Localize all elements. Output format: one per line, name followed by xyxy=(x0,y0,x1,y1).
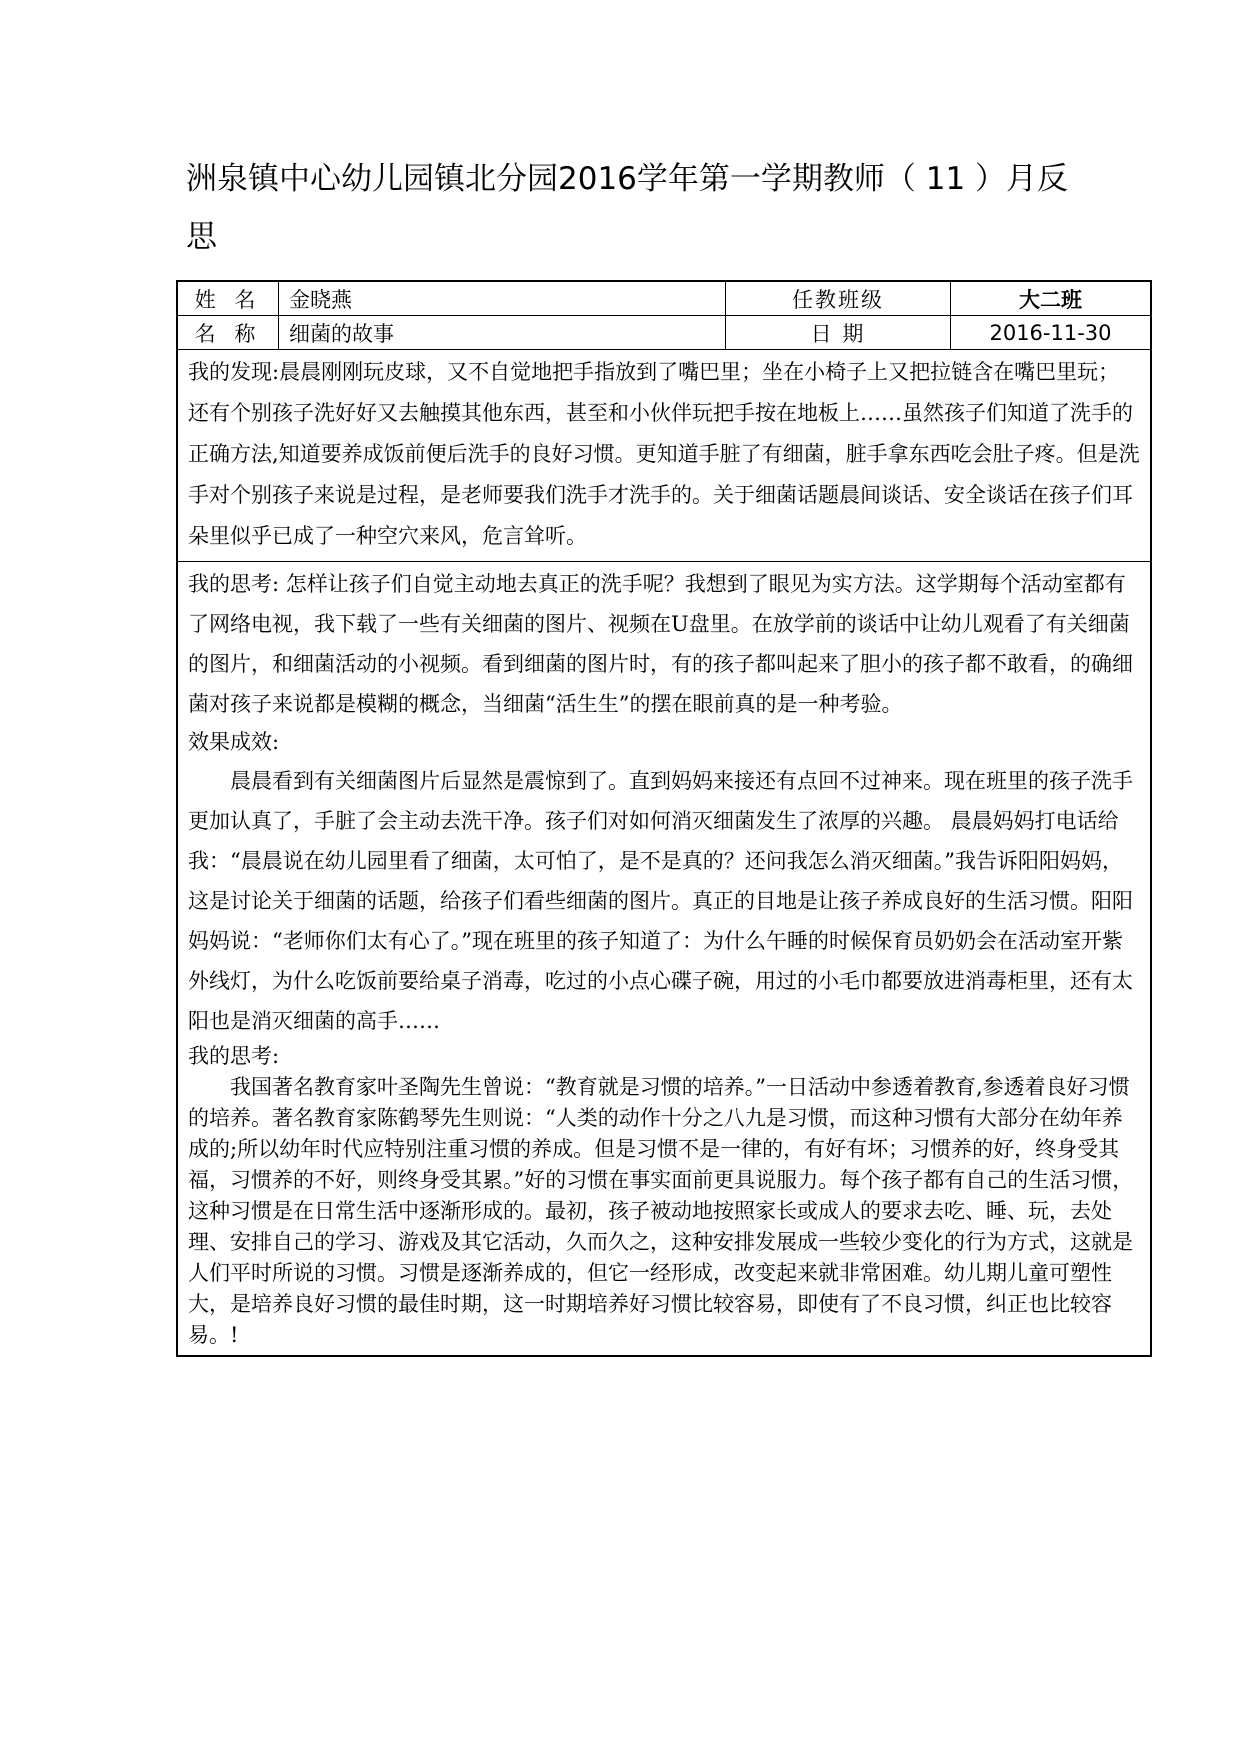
info-row-topic xyxy=(178,316,1150,350)
name-value: 金晓燕 xyxy=(279,282,726,315)
discovery-text: 我的发现:晨晨刚刚玩皮球，又不自觉地把手指放到了嘴巴里；坐在小椅子上又把拉链含在嘴巴里玩；还有个别孩子洗好好又去触摸其他东西，甚至和小伙伴玩把手按在地板上……虽然孩子们知道了洗手的正确方法,知道要养成饭前便后洗手的良好习惯。更知道手脏了有细菌，脏手拿东西吃会肚子疼。但是洗手对个别孩子来说是过程，是老师要我们洗手才洗手的。关于细菌话题晨间谈话、安全谈话在孩子们耳朵里似乎已成了一种空穴来风，危言耸听。 xyxy=(188,360,1140,548)
date-value: 2016-11-30 xyxy=(989,320,1112,345)
thinking2-text: 我国著名教育家叶圣陶先生曾说：“教育就是习惯的培养。”一日活动中参透着教育,参透着良好习惯的培养。著名教育家陈鹤琴先生则说：“人类的动作十分之八九是习惯，而这种习惯有大部分在幼年养成的;所以幼年时代应特别注重习惯的养成。但是习惯不是一律的，有好有坏；习惯养的好，终身受其福，习惯养的不好，则终身受其累。”好的习惯在事实面前更具说服力。每个孩子都有自己的生活习惯，这种习惯是在日常生活中逐渐形成的。最初，孩子被动地按照家长或成人的要求去吃、睡、玩，去处理、安排自己的学习、游戏及其它活动，久而久之，这种安排发展成一些较少变化的行为方式，这就是人们平时所说的习惯。习惯是逐渐养成的，但它一经形成，改变起来就非常困难。幼儿期儿童可塑性大，是培养良好习惯的最佳时期，这一时期培养好习惯比较容易，即使有了不良习惯，纠正也比较容易。! xyxy=(188,1075,1134,1347)
topic-value: 细菌的故事 xyxy=(279,316,726,349)
date-label: 日 期 xyxy=(726,316,951,349)
effect-text: 晨晨看到有关细菌图片后显然是震惊到了。直到妈妈来接还有点回不过神来。现在班里的孩子洗手更加认真了，手脏了会主动去洗干净。孩子们对如何消灭细菌发生了浓厚的兴趣。 晨晨妈妈打电话给我：“晨晨说在幼儿园里看了细菌，太可怕了，是不是真的？还问我怎么消灭细菌。”我告诉阳阳妈妈，这是讨论关于细菌的话题，给孩子们看些细菌的图片。真正的目地是让孩子养成良好的生活习惯。阳阳妈妈说：“老师你们太有心了。”现在班里的孩子知道了：为什么午睡的时候保育员奶奶会在活动室开紫外线灯，为什么吃饭前要给桌子消毒，吃过的小点心碟子碗，用过的小毛巾都要放进消毒柜里，还有太阳也是消灭细菌的高手…… xyxy=(188,769,1133,1033)
page-title: 洲泉镇中心幼儿园镇北分园2016学年第一学期教师（ 11 ）月反思 xyxy=(186,161,1069,255)
class-label: 任教班级 xyxy=(726,282,951,315)
class-value: 大二班 xyxy=(1019,287,1082,312)
effect-heading: 效果成效: xyxy=(188,730,280,754)
discovery-section xyxy=(178,350,1150,562)
info-row-teacher xyxy=(178,282,1150,316)
topic-label: 名 称 xyxy=(178,316,279,349)
thinking2-heading: 我的思考: xyxy=(188,1044,280,1068)
reflection-section xyxy=(178,562,1150,1355)
name-label: 姓 名 xyxy=(178,282,279,315)
reflection-table xyxy=(176,280,1152,1357)
thinking-text: 我的思考: 怎样让孩子们自觉主动地去真正的洗手呢？我想到了眼见为实方法。这学期每个活动室都有了网络电视，我下载了一些有关细菌的图片、视频在U盘里。在放学前的谈话中让幼儿观看了有关细菌的图片，和细菌活动的小视频。看到细菌的图片时，有的孩子都叫起来了胆小的孩子都不敢看，的确细菌对孩子来说都是模糊的概念，当细菌“活生生”的摆在眼前真的是一种考验。 xyxy=(188,572,1133,716)
